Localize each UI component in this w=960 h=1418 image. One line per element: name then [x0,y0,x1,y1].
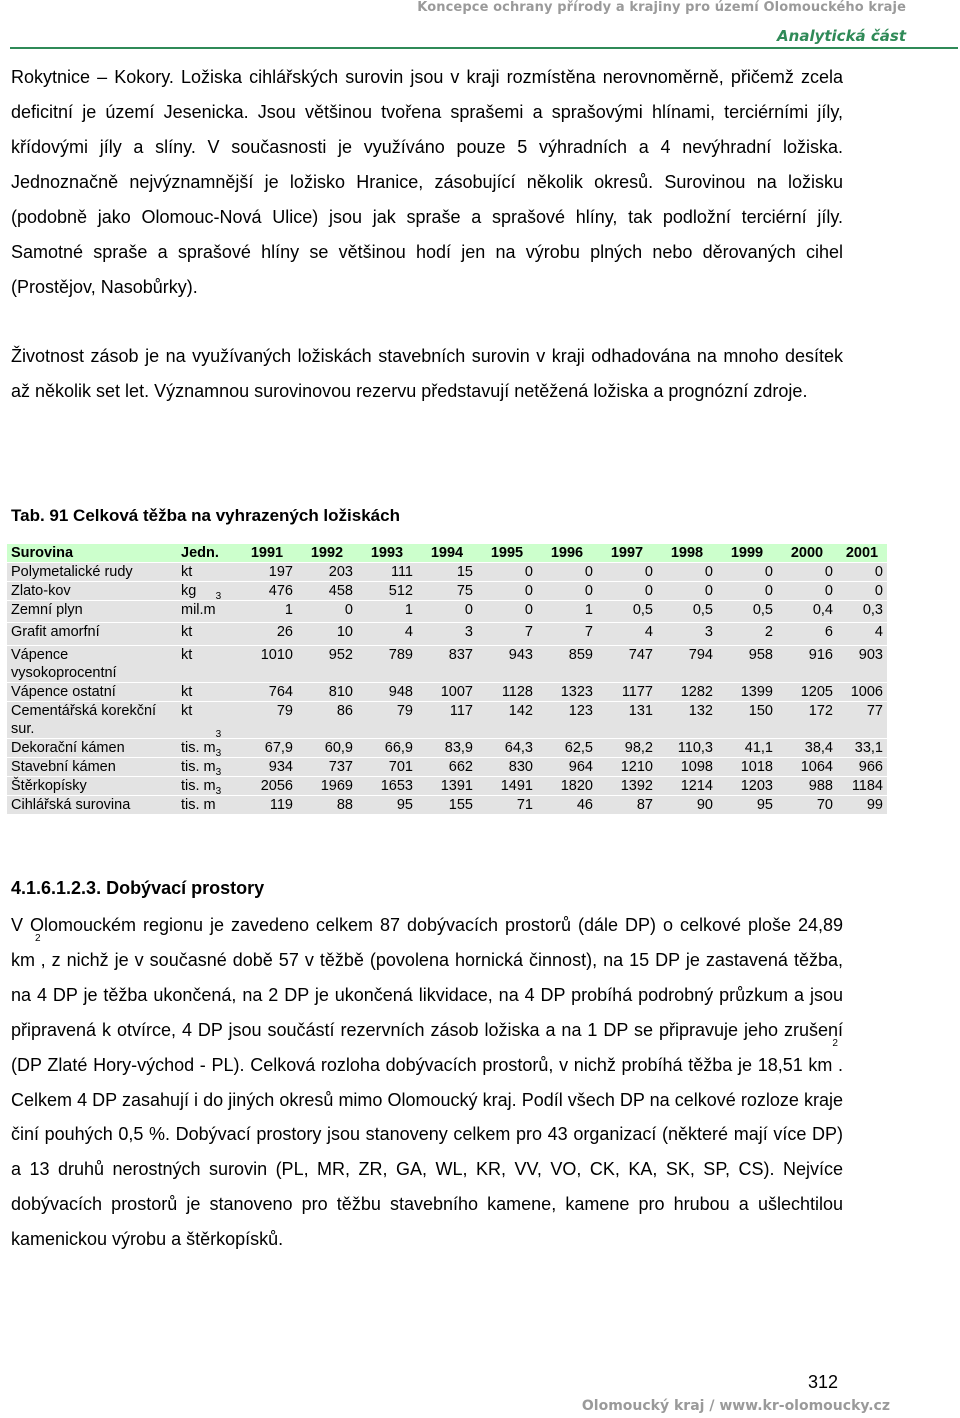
table-row [7,796,887,815]
unit-cell [177,646,237,683]
header-cell: 1998 [657,544,717,563]
value-cell: 1010 [237,646,297,683]
value-cell: 111 [357,563,417,582]
value-cell: 0 [477,582,537,601]
value-cell: 0 [537,563,597,582]
value-cell: 0 [597,582,657,601]
value-cell: 7 [477,623,537,646]
value-cell: 0 [717,582,777,601]
unit-text: tis. m [181,740,216,756]
value-cell: 0 [777,582,837,601]
header-divider [10,47,958,49]
table-row [7,702,887,739]
value-cell: 1210 [597,758,657,777]
unit-cell [177,702,237,739]
value-cell: 62,5 [537,739,597,758]
unit-text: tis. m [181,778,216,794]
material-cell: Zlato-kov [7,582,177,601]
value-cell: 117 [417,702,477,739]
value-cell: 964 [537,758,597,777]
material-cell: Stavební kámen [7,758,177,777]
value-cell: 142 [477,702,537,739]
header-cell: 1997 [597,544,657,563]
unit-text: tis. m [181,797,216,813]
value-cell: 1 [357,601,417,623]
value-cell: 1 [537,601,597,623]
unit-text: tis. m [181,759,216,775]
header-title: Koncepce ochrany přírody a krajiny pro území Olomouckého kraje [417,0,906,15]
table-row [7,563,887,582]
value-cell: 41,1 [717,739,777,758]
value-cell: 98,2 [597,739,657,758]
value-cell: 903 [837,646,887,683]
unit-text: kt [181,703,193,719]
value-cell: 86 [297,702,357,739]
unit-cell [177,786,237,815]
table-header-row [7,544,887,563]
value-cell: 1282 [657,683,717,702]
table-row [7,623,887,646]
unit-text: kg [181,583,197,599]
unit-superscript: 3 [215,729,222,740]
value-cell: 0 [477,601,537,623]
unit-cell [177,748,237,777]
header-cell: 1996 [537,544,597,563]
text-span: , z nichž je v současné době 57 v těžbě (povolena hornická činnost), na 15 DP je zastavená těžba, na 4 DP je těžba ukončená, na 2 DP je ukončená likvidace, na 4 DP probíhá podrobný průzkum a jsou připravená k otvírce, 4 DP jsou součástí rezervních zásob ložiska a na 1 DP se připravuje jeho zrušení (DP Zlaté Hory-východ - PL). Celková rozloha dobývacích prostorů, v nichž probíhá těžba je 18,51 km [11,949,843,1075]
value-cell: 172 [777,702,837,739]
header-cell: Surovina [7,544,177,563]
value-cell: 132 [657,702,717,739]
value-cell: 10 [297,623,357,646]
value-cell: 87 [597,796,657,815]
value-cell: 26 [237,623,297,646]
table-row [7,683,887,702]
value-cell: 7 [537,623,597,646]
paragraph-reserves-lifetime: Životnost zásob je na využívaných ložiskách stavebních surovin v kraji odhadována na mnoho desítek až několik set let. Významnou surovinovou rezervu představují netěžená ložiska a prognózní zdroje. [11,346,843,401]
table-body [7,563,887,815]
text-span: V Olomouckém regionu je zavedeno celkem 87 dobývacích prostorů (dále DP) o celkové ploše 24,89 km [11,915,843,970]
value-cell: 476 [237,582,297,601]
material-cell: Cementářská korekční sur. [7,702,177,739]
value-cell: 119 [237,796,297,815]
value-cell: 859 [537,646,597,683]
paragraph-clay-deposits: Rokytnice – Kokory. Ložiska cihlářských surovin jsou v kraji rozmístěna nerovnoměrně, přičemž zcela deficitní je území Jesenicka. Jsou většinou tvořena sprašemi a sprašovými hlínami, terciérními jíly, křídovými jíly a slíny. V současnosti je využíváno pouze 5 výhradních a 4 nevýhradní ložiska. Jednoznačně nejvýznamnější je ložisko Hranice, zásobující několik okresů. Surovinou na ložisku (podobně jako Olomouc-Nová Ulice) jsou jak spraše a sprašové hlíny, tak podložní terciérní jíly. Samotné spraše a sprašové hlíny se většinou hodí jen na výrobu plných nebo děrovaných cihel (Prostějov, Nasobůrky). [11,67,843,297]
superscript: 2 [35,932,41,944]
header-cell: 1992 [297,544,357,563]
value-cell: 33,1 [837,739,887,758]
value-cell: 38,4 [777,739,837,758]
value-cell: 4 [597,623,657,646]
value-cell: 6 [777,623,837,646]
value-cell: 70 [777,796,837,815]
value-cell: 3 [657,623,717,646]
value-cell: 1214 [657,777,717,796]
superscript: 2 [832,1037,838,1049]
value-cell: 916 [777,646,837,683]
value-cell: 66,9 [357,739,417,758]
value-cell: 1653 [357,777,417,796]
value-cell: 46 [537,796,597,815]
material-cell: Vápence vysokoprocentní [7,646,177,683]
unit-text: kt [181,684,193,700]
unit-text: kt [181,564,193,580]
value-cell: 958 [717,646,777,683]
value-cell: 512 [357,582,417,601]
value-cell: 2056 [237,777,297,796]
value-cell: 67,9 [237,739,297,758]
value-cell: 1392 [597,777,657,796]
unit-cell [177,683,237,702]
value-cell: 0 [477,563,537,582]
paragraph-mining-areas [11,908,843,1257]
value-cell: 1391 [417,777,477,796]
value-cell: 60,9 [297,739,357,758]
value-cell: 988 [777,777,837,796]
table-row [7,646,887,683]
value-cell: 123 [537,702,597,739]
value-cell: 75 [417,582,477,601]
value-cell: 3 [417,623,477,646]
value-cell: 701 [357,758,417,777]
material-cell: Zemní plyn [7,601,177,623]
mining-output-table [7,543,887,814]
value-cell: 0 [777,563,837,582]
value-cell: 764 [237,683,297,702]
header-cell: 2001 [837,544,887,563]
value-cell: 0 [297,601,357,623]
value-cell: 952 [297,646,357,683]
table-row [7,582,887,601]
value-cell: 1184 [837,777,887,796]
value-cell: 837 [417,646,477,683]
value-cell: 2 [717,623,777,646]
value-cell: 1098 [657,758,717,777]
value-cell: 15 [417,563,477,582]
unit-text: kt [181,624,193,640]
table-row [7,739,887,758]
value-cell: 83,9 [417,739,477,758]
material-cell: Dekorační kámen [7,739,177,758]
page-number: 312 [808,1372,839,1392]
value-cell: 810 [297,683,357,702]
table-caption: Tab. 91 Celková těžba na vyhrazených ložiskách [11,506,400,525]
value-cell: 64,3 [477,739,537,758]
value-cell: 943 [477,646,537,683]
material-cell: Grafit amorfní [7,623,177,646]
material-cell: Vápence ostatní [7,683,177,702]
material-cell: Štěrkopísky [7,777,177,796]
unit-cell [177,729,237,758]
header-cell: 1995 [477,544,537,563]
table-row [7,777,887,796]
value-cell: 4 [357,623,417,646]
value-cell: 830 [477,758,537,777]
value-cell: 77 [837,702,887,739]
value-cell: 794 [657,646,717,683]
value-cell: 934 [237,758,297,777]
unit-superscript: 3 [215,748,222,759]
value-cell: 79 [237,702,297,739]
value-cell: 90 [657,796,717,815]
unit-text: mil.m [181,602,216,618]
unit-cell [177,767,237,796]
text-span: . Celkem 4 DP zasahují i do jiných okresů mimo Olomoucký kraj. Podíl všech DP na celkové rozloze kraje činí pouhých 0,5 %. Dobývací prostory jsou stanoveny celkem pro 43 organizací (některé mají více DP) a 13 druhů nerostných surovin (PL, MR, ZR, GA, WL, KR, VV, VO, CK, KA, SK, SP, CS). Nejvíce dobývacích prostorů je stanoveno pro těžbu stavebního kamene, kamene pro hrubou a ušlechtilou kamenickou výrobu a štěrkopísků. [11,1054,843,1250]
value-cell: 0 [537,582,597,601]
value-cell: 203 [297,563,357,582]
value-cell: 1491 [477,777,537,796]
header-cell: 2000 [777,544,837,563]
value-cell: 155 [417,796,477,815]
value-cell: 1 [237,601,297,623]
value-cell: 0 [417,601,477,623]
value-cell: 1018 [717,758,777,777]
value-cell: 197 [237,563,297,582]
value-cell: 0,3 [837,601,887,623]
value-cell: 458 [297,582,357,601]
value-cell: 1323 [537,683,597,702]
section-heading: 4.1.6.1.2.3. Dobývací prostory [11,878,265,898]
value-cell: 1969 [297,777,357,796]
value-cell: 1177 [597,683,657,702]
value-cell: 0,5 [657,601,717,623]
value-cell: 0 [717,563,777,582]
unit-cell [177,563,237,582]
unit-cell [177,623,237,646]
value-cell: 1203 [717,777,777,796]
value-cell: 0,5 [597,601,657,623]
material-cell: Polymetalické rudy [7,563,177,582]
table-row [7,758,887,777]
value-cell: 0 [837,582,887,601]
unit-superscript: 3 [215,591,222,602]
header-cell: 1993 [357,544,417,563]
value-cell: 966 [837,758,887,777]
value-cell: 789 [357,646,417,683]
value-cell: 0,4 [777,601,837,623]
value-cell: 747 [597,646,657,683]
value-cell: 737 [297,758,357,777]
header-subtitle: Analytická část [777,27,906,45]
header-cell: 1991 [237,544,297,563]
value-cell: 0 [597,563,657,582]
value-cell: 95 [357,796,417,815]
material-cell: Cihlářská surovina [7,796,177,815]
value-cell: 1399 [717,683,777,702]
value-cell: 110,3 [657,739,717,758]
footer-text: Olomoucký kraj / www.kr-olomoucky.cz [581,1398,890,1414]
value-cell: 0,5 [717,601,777,623]
unit-text: kt [181,647,193,663]
value-cell: 662 [417,758,477,777]
value-cell: 1007 [417,683,477,702]
value-cell: 948 [357,683,417,702]
value-cell: 1128 [477,683,537,702]
value-cell: 0 [657,563,717,582]
value-cell: 150 [717,702,777,739]
table-row [7,601,887,623]
value-cell: 71 [477,796,537,815]
value-cell: 1064 [777,758,837,777]
header-cell: Jedn. [177,544,237,563]
unit-cell [177,582,237,601]
value-cell: 79 [357,702,417,739]
value-cell: 1006 [837,683,887,702]
value-cell: 0 [837,563,887,582]
unit-superscript: 3 [215,767,222,778]
value-cell: 4 [837,623,887,646]
value-cell: 95 [717,796,777,815]
value-cell: 1820 [537,777,597,796]
header-cell: 1999 [717,544,777,563]
value-cell: 1205 [777,683,837,702]
value-cell: 131 [597,702,657,739]
value-cell: 99 [837,796,887,815]
header-cell: 1994 [417,544,477,563]
unit-superscript: 3 [215,786,222,797]
value-cell: 0 [657,582,717,601]
value-cell: 88 [297,796,357,815]
